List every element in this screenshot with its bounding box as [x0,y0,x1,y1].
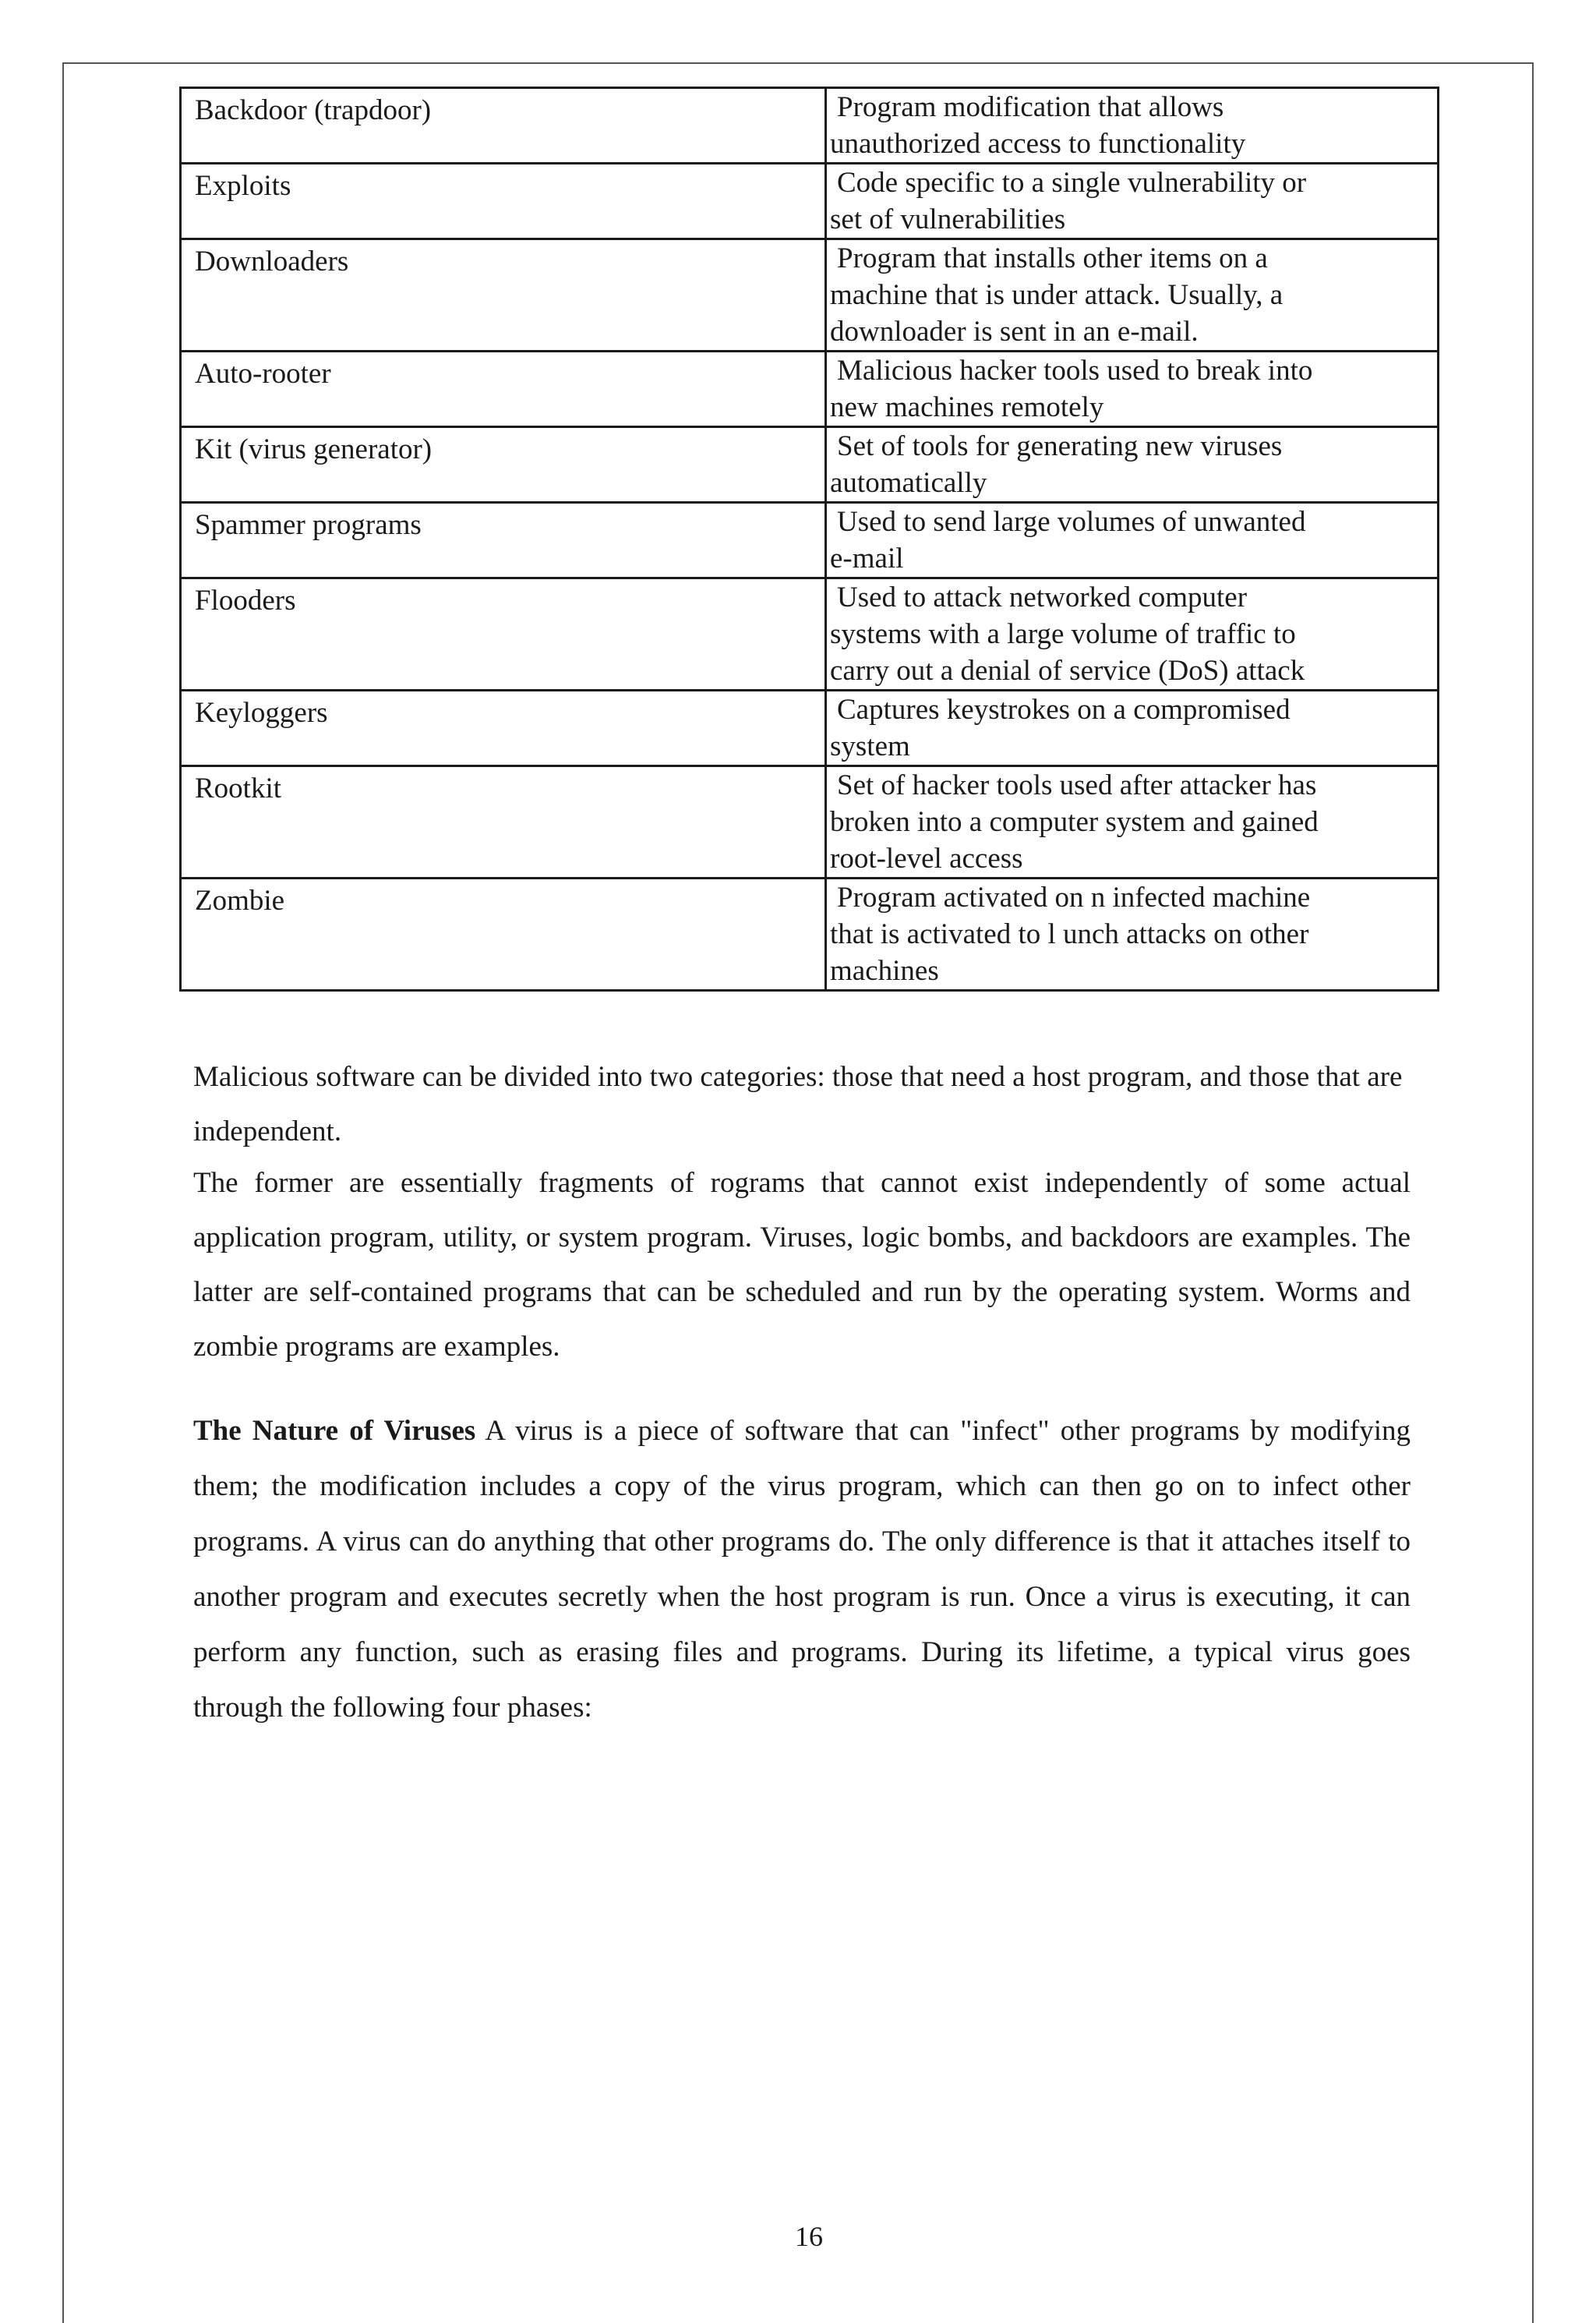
malware-term: Backdoor (trapdoor) [181,88,826,164]
malware-term: Zombie [181,879,826,991]
table-body [181,88,1439,991]
description-line: system [830,730,910,762]
description-line: automatically [830,467,987,499]
paragraph-nature-of-viruses [193,1403,1411,1735]
table-row [181,766,1439,879]
description-line: Used to send large volumes of unwanted [837,506,1306,538]
table-row [181,691,1439,766]
description-line: Set of hacker tools used after attacker has [837,769,1317,801]
description-line: carry out a denial of service (DoS) attack [830,655,1305,687]
paragraph-nature-of-viruses-body: A virus is a piece of software that can "infect" other programs by modifying them; the modification includes a copy of the virus program, which can then go on to infect other programs. A virus can do anything that other programs do. The only difference is that it attaches itself to another program and executes secretly when the host program is run. Once a virus is executing, it can perform any function, such as erasing files and programs. During its lifetime, a typical virus goes through the following four phases: [193,1415,1411,1724]
table-row [181,352,1439,427]
description-line: machine that is under attack. Usually, a [830,279,1284,311]
description-line: Captures keystrokes on a compromised [837,694,1291,726]
table-row [181,239,1439,352]
description-line: Program that installs other items on a [837,242,1268,274]
malware-description [826,164,1439,239]
malware-term: Auto-rooter [181,352,826,427]
description-line: downloader is sent in an e-mail. [830,316,1199,348]
malware-term: Keyloggers [181,691,826,766]
malware-types-table [179,87,1439,992]
malware-description [826,503,1439,578]
malware-description [826,88,1439,164]
table-row [181,879,1439,991]
table-row [181,503,1439,578]
malware-description [826,879,1439,991]
description-line: Program activated on n infected machine [837,882,1311,914]
page-number: 16 [795,2221,823,2252]
table-row [181,578,1439,691]
description-line: Set of tools for generating new viruses [837,430,1283,462]
description-line: broken into a computer system and gained [830,806,1319,838]
malware-description [826,578,1439,691]
malware-term: Kit (virus generator) [181,427,826,503]
description-line: root-level access [830,843,1023,875]
malware-term: Downloaders [181,239,826,352]
section-heading-nature-of-viruses: The Nature of Viruses [193,1415,476,1447]
description-line: systems with a large volume of traffic to [830,618,1296,650]
paragraph-categories: Malicious software can be divided into two categories: those that need a host program, and those that are independent. [193,1061,1403,1147]
description-line: machines [830,955,939,987]
paragraph-host-vs-independent: The former are essentially fragments of rograms that cannot exist independently of some actual application program, utility, or system program. Viruses, logic bombs, and backdoors are examples. The latter are self-contained programs that can be scheduled and run by the operating system. Worms and zombie programs are examples. [193,1167,1411,1363]
description-line: e-mail [830,543,904,575]
malware-description [826,352,1439,427]
table-row [181,427,1439,503]
description-line: unauthorized access to functionality [830,128,1246,160]
malware-description [826,427,1439,503]
malware-term: Flooders [181,578,826,691]
description-line: set of vulnerabilities [830,203,1066,235]
description-line: Used to attack networked computer [837,582,1248,613]
description-line: Malicious hacker tools used to break into [837,355,1313,387]
table-row [181,164,1439,239]
description-line: Code specific to a single vulnerability or [837,167,1307,199]
malware-description [826,691,1439,766]
malware-description [826,766,1439,879]
description-line: Program modification that allows [837,91,1224,123]
description-line: new machines remotely [830,391,1104,423]
malware-term: Exploits [181,164,826,239]
malware-term: Spammer programs [181,503,826,578]
malware-description [826,239,1439,352]
description-line: that is activated to l unch attacks on other [830,918,1309,950]
table-row [181,88,1439,164]
malware-term: Rootkit [181,766,826,879]
